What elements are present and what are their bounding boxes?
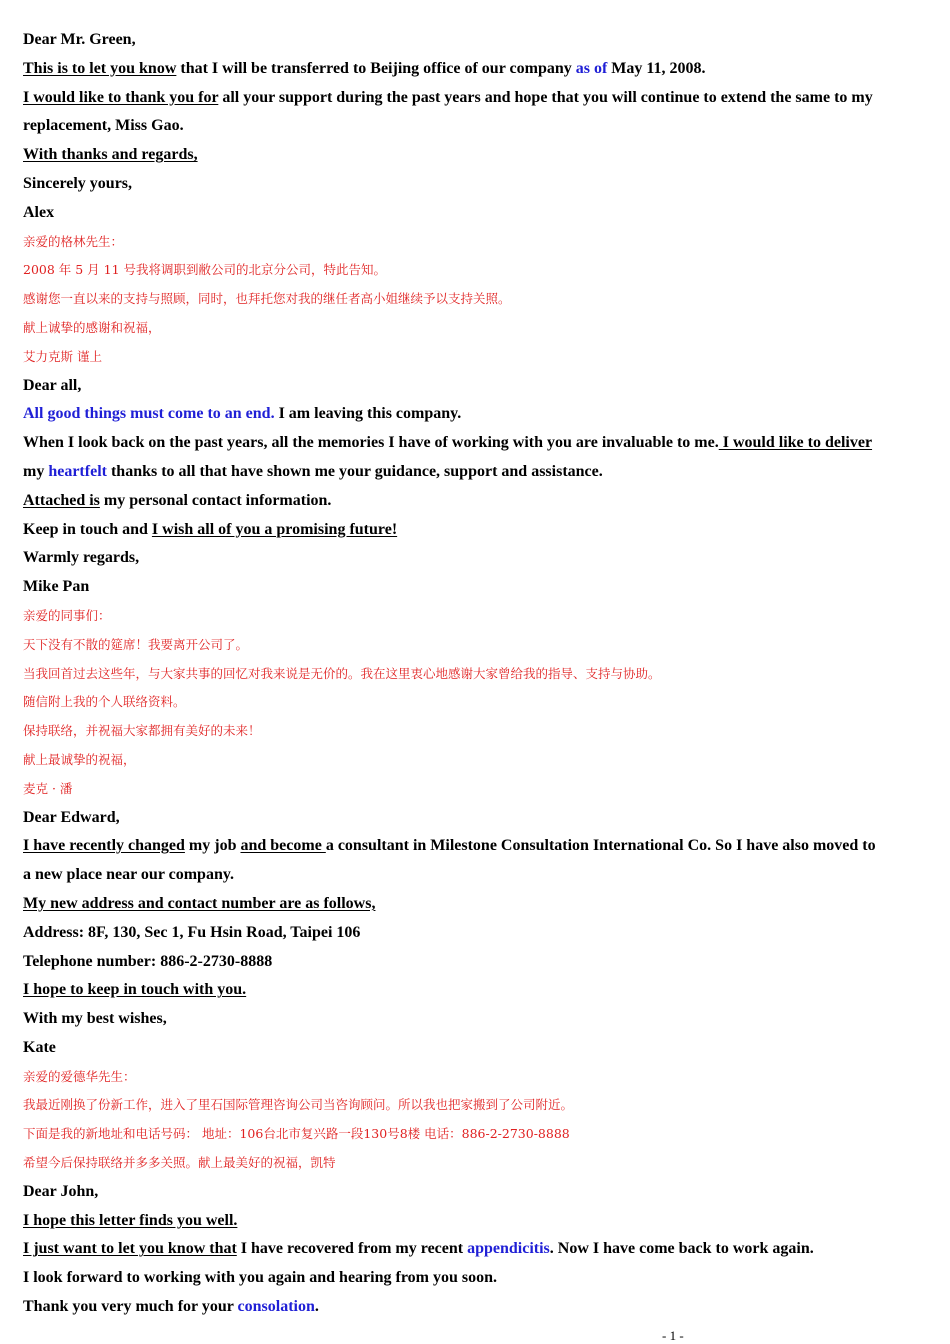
letter1-closing-1 <box>23 141 923 170</box>
letter2-closing: Warmly regards, <box>23 549 140 567</box>
letter1-greeting: Dear Mr. Green, <box>23 31 136 48</box>
letter4-greeting: Dear John, <box>23 1182 99 1200</box>
letter2-paragraph-4 <box>23 516 923 545</box>
phrase: I hope to keep in touch with you. <box>23 981 247 999</box>
letter3-greeting: Dear Edward, <box>23 808 120 826</box>
letter2-zh-line: 天下没有不散的筵席！我要离开公司了。 <box>23 636 249 652</box>
highlight-phrase: as of <box>575 59 608 77</box>
letter1-zh-line: 献上诚挚的感谢和祝福， <box>23 319 161 335</box>
letter4-paragraph-2 <box>23 1235 923 1264</box>
letter4-paragraph-3: I look forward to working with you again and hearing from you soon. <box>23 1269 497 1287</box>
phrase: I would like to thank you for <box>23 88 219 106</box>
letter1-zh-line: 感谢您一直以来的支持与照顾，同时，也拜托您对我的继任者高小姐继续予以支持关照。 <box>23 291 511 307</box>
letter2-zh-line: 随信附上我的个人联络资料。 <box>23 694 186 710</box>
text: When I look back on the past years, all the memories I have of working with you are invaluable to me. <box>23 434 719 452</box>
text: thanks to all that have shown me your guidance, support and assistance. <box>106 462 603 480</box>
letter3-paragraph-1 <box>23 832 923 861</box>
letter1-closing-2: Sincerely yours, <box>23 174 133 192</box>
phrase: This is to let you know <box>23 59 177 77</box>
letter2-zh-line: 当我回首过去这些年，与大家共事的回忆对我来说是无价的。我在这里衷心地感谢大家曾给我的指导、支持与协助。 <box>23 665 661 681</box>
phrase: Attached is <box>23 491 100 509</box>
phrase: I just want to let you know that <box>23 1240 237 1258</box>
letter3-zh-line: 希望今后保持联络并多多关照。献上最美好的祝福，凯特 <box>23 1155 336 1171</box>
letter3-zh-line: 我最近刚换了份新工作，进入了里石国际管理咨询公司当咨询顾问。所以我也把家搬到了公司附近。 <box>23 1097 574 1113</box>
letter2-zh-line: 献上最诚挚的祝福， <box>23 751 136 767</box>
letter2-greeting: Dear all, <box>23 376 82 394</box>
letter2-paragraph-1 <box>23 400 923 429</box>
letter1-signature: Alex <box>23 203 55 221</box>
phrase: and become <box>240 837 326 855</box>
letter3-paragraph-1-cont: a new place near our company. <box>23 866 234 884</box>
letter3-address: Address: 8F, 130, Sec 1, Fu Hsin Road, Taipei 106 <box>23 923 361 941</box>
text: my <box>23 462 49 480</box>
letter3-closing: With my best wishes, <box>23 1010 167 1028</box>
letter1-zh-line: 亲爱的格林先生： <box>23 233 124 249</box>
text: my personal contact information. <box>99 491 332 509</box>
text: a consultant in Milestone Consultation International Co. So I have also moved to <box>325 837 876 855</box>
highlight-phrase: consolation <box>237 1298 315 1316</box>
phrase: With thanks and regards, <box>23 146 198 164</box>
letter2-paragraph-2-cont <box>23 458 923 487</box>
letter3-phone: Telephone number: 886-2-2730-8888 <box>23 952 273 970</box>
text: that I will be transferred to Beijing office of our company <box>176 59 576 77</box>
text: . Now I have come back to work again. <box>549 1240 814 1258</box>
letter2-zh-line: 亲爱的同事们： <box>23 607 111 623</box>
phrase: I would like to deliver <box>718 434 873 452</box>
text: I have recovered from my recent <box>236 1240 468 1258</box>
letter3-zh-line: 亲爱的爱德华先生： <box>23 1068 136 1084</box>
text: I am leaving this company. <box>274 405 462 423</box>
highlight-phrase: appendicitis <box>467 1240 550 1258</box>
phrase: I wish all of you a promising future! <box>151 520 398 538</box>
letter1-zh-line: 2008 年 5 月 11 号我将调职到敝公司的北京分公司，特此告知。 <box>23 262 387 278</box>
letter4-paragraph-1 <box>23 1207 923 1236</box>
letter1-zh-line: 艾力克斯 谨上 <box>23 348 102 364</box>
letter4-paragraph-4 <box>23 1293 923 1322</box>
page-number: - 1 - <box>662 1328 684 1343</box>
phrase: I have recently changed <box>23 837 185 855</box>
letter2-paragraph-2 <box>23 429 923 458</box>
highlight-phrase: All good things must come to an end. <box>23 405 275 423</box>
letter1-paragraph-2 <box>23 84 923 113</box>
phrase: My new address and contact number are as follows, <box>23 894 376 912</box>
text: May 11, 2008. <box>607 59 706 77</box>
text: all your support during the past years and hope that you will continue to extend the same to my <box>218 88 873 106</box>
letter3-signature: Kate <box>23 1038 56 1056</box>
letter2-signature: Mike Pan <box>23 578 90 596</box>
letter2-zh-line: 保持联络，并祝福大家都拥有美好的未来！ <box>23 723 261 739</box>
letter3-paragraph-2 <box>23 890 923 919</box>
phrase: I hope this letter finds you well. <box>23 1211 238 1229</box>
letter2-paragraph-3 <box>23 487 923 516</box>
text: Keep in touch and <box>23 520 152 538</box>
highlight-phrase: heartfelt <box>48 462 107 480</box>
letter1-paragraph-2-cont: replacement, Miss Gao. <box>23 117 184 135</box>
letter2-zh-line: 麦克 · 潘 <box>23 780 73 796</box>
document-page <box>23 26 923 1322</box>
letter1-paragraph-1 <box>23 55 923 84</box>
text: my job <box>184 837 241 855</box>
text: Thank you very much for your <box>23 1298 238 1316</box>
letter3-paragraph-3 <box>23 976 923 1005</box>
letter3-zh-line: 下面是我的新地址和电话号码： 地址：106台北市复兴路一段130号8楼 电话：886-2-2730-8888 <box>23 1126 570 1142</box>
text: . <box>314 1298 319 1316</box>
